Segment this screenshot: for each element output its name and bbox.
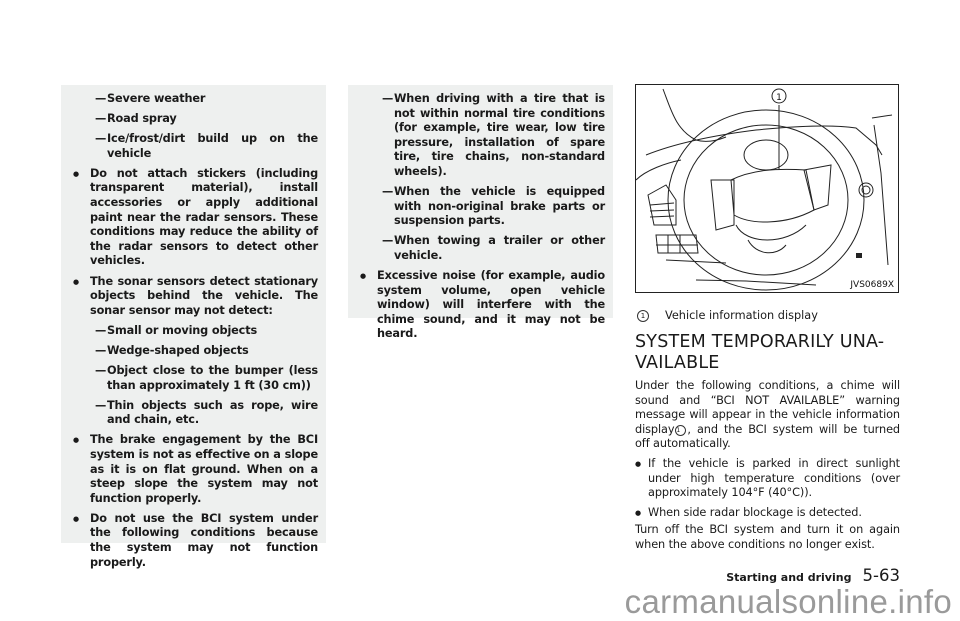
figure-caption (635, 309, 900, 322)
bullet-marker: ● (635, 508, 642, 517)
dash-list-item (71, 344, 318, 359)
dash-marker: — (95, 343, 107, 357)
dash-marker: — (382, 185, 394, 199)
condition-text: If the vehicle is parked in direct sunlight under high temperature conditions (over approximately 104°F (40°C)). (648, 456, 900, 500)
inline-reference-badge: 1 (675, 425, 686, 436)
caption-text: Vehicle information display (665, 309, 818, 322)
section-closing: Turn off the BCI system and turn it on again when the above conditions no longer exist. (635, 523, 900, 551)
dash-list-item (358, 185, 605, 229)
footer-section-title: Starting and driving (726, 571, 852, 584)
bullet-marker: ● (635, 459, 642, 468)
bullet-list-item (71, 167, 318, 269)
watermark: carmanualsonline.info (624, 583, 952, 620)
item-text: Object close to the bumper (less than approximately 1 ft (30 cm)) (107, 364, 318, 392)
item-text: When the vehicle is equipped with non-original brake parts or suspension parts. (394, 185, 605, 228)
dash-marker: — (95, 398, 107, 412)
item-text: Wedge-shaped objects (107, 343, 249, 357)
section-heading: SYSTEM TEMPORARILY UNA- VAILABLE (635, 332, 885, 373)
item-text: The brake engagement by the BCI system is not as effective on a slope as it is on flat ground. When on a steep slope the system may not function properly. (90, 433, 318, 505)
right-column (635, 84, 900, 553)
caption-number-badge: 1 (637, 310, 649, 322)
item-text: Ice/frost/dirt build up on the vehicle (107, 132, 318, 160)
item-text: Do not attach stickers (including transparent material), install accessories or apply additional paint near the radar sensors. These conditions may reduce the ability of the radar sensors to detect other vehicles. (90, 166, 318, 268)
steering-wheel-illustration (635, 84, 899, 293)
bullet-marker: ● (73, 169, 79, 178)
item-text: When driving with a tire that is not within normal tire conditions (for example, tire wear, low tire pressure, installation of spare tire, tire chains, non-standard wheels). (394, 92, 605, 178)
item-text: The sonar sensors detect stationary objects behind the vehicle. The sonar sensor may not detect: (90, 274, 318, 317)
dash-marker: — (95, 132, 107, 146)
dash-list-item (71, 92, 318, 107)
dash-list-item (358, 92, 605, 180)
dash-marker: — (95, 112, 107, 126)
dash-list-item (71, 399, 318, 428)
item-text: Excessive noise (for example, audio system volume, open vehicle window) will interfere with the chime sound, and it may not be heard. (377, 269, 605, 341)
bullet-list-item (71, 433, 318, 506)
condition-bullet (635, 506, 900, 521)
dash-list-item (358, 234, 605, 263)
bullet-marker: ● (360, 272, 366, 281)
bullet-marker: ● (73, 277, 79, 286)
dash-marker: — (95, 323, 107, 337)
caution-panel-middle (348, 85, 613, 341)
dash-list-item (71, 364, 318, 393)
caution-panel-left (61, 85, 326, 569)
page-number: 5-63 (862, 566, 900, 585)
figure-callout-1: 1 (776, 93, 782, 103)
dash-marker: — (95, 364, 107, 377)
bullet-list-item (71, 275, 318, 319)
condition-bullet (635, 457, 900, 501)
item-text: Do not use the BCI system under the following conditions because the system may not function properly. (90, 511, 318, 569)
condition-list (635, 457, 900, 520)
dash-list-item (71, 112, 318, 127)
bullet-marker: ● (73, 514, 79, 523)
dash-list-item (71, 132, 318, 161)
condition-text: When side radar blockage is detected. (648, 505, 862, 519)
bullet-list-item (71, 512, 318, 570)
bullet-marker: ● (73, 436, 79, 445)
item-text: Road spray (107, 112, 177, 126)
dash-marker: — (382, 234, 394, 248)
figure-code: JVS0689X (850, 280, 894, 290)
bullet-list-item (358, 269, 605, 342)
dash-marker: — (95, 92, 107, 105)
dash-marker: — (382, 92, 394, 105)
steering-wheel-drawing (636, 85, 898, 292)
item-text: Small or moving objects (107, 323, 258, 337)
dash-list-item (71, 324, 318, 339)
section-intro: Under the following conditions, a chime will sound and “BCI NOT AVAILABLE” warning message will appear in the vehicle information display 1 , and the BCI system will be turned off automatically. (635, 379, 900, 451)
item-text: Severe weather (107, 92, 206, 105)
item-text: Thin objects such as rope, wire and chain, etc. (107, 398, 318, 427)
item-text: When towing a trailer or other vehicle. (394, 234, 605, 262)
